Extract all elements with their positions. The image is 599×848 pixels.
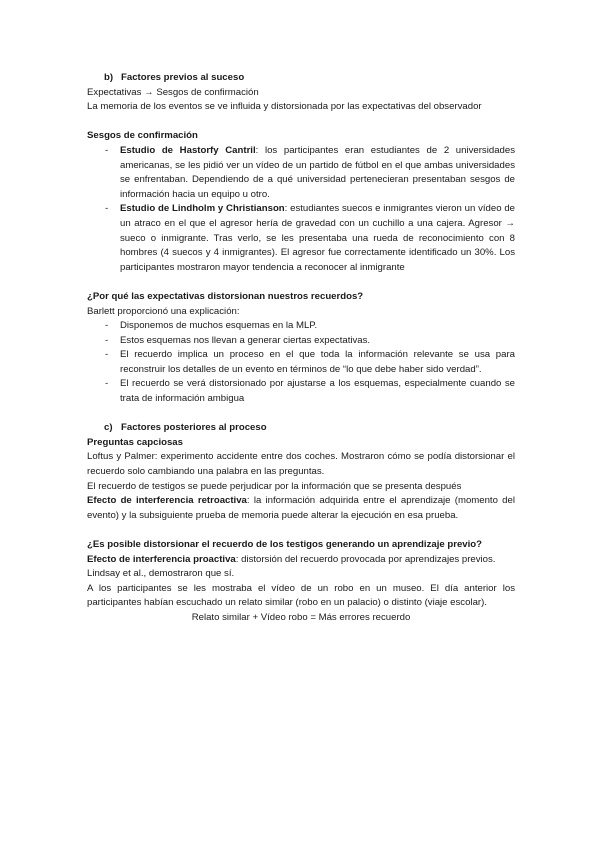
sesgos-heading: Sesgos de confirmación — [87, 130, 198, 142]
section-c-heading — [87, 421, 515, 436]
retroactiva-text: : la información adquirida entre el aprendizaje (momento del evento) y la subsiguiente prueba de memoria puede alterar la ejecución en esa prueba. — [87, 495, 515, 521]
testigos-line: El recuerdo de testigos se puede perjudicar por la información que se presenta después — [87, 480, 462, 492]
sesgos-item-lindholm-title: Estudio de Lindholm y Christianson — [120, 203, 285, 215]
retroactiva-paragraph — [87, 494, 515, 523]
porque-item: - El recuerdo se verá distorsionado por ajustarse a los esquemas, especialmente cuando se trata de información ambigua — [105, 378, 515, 405]
porque-item: - Disponemos de muchos esquemas en la MLP. — [105, 320, 318, 332]
sesgos-item-hastorf: - Estudio de Hastorfy Cantril: los participantes eran estudiantes de 2 universidades americanas, se les pidió ver un vídeo de un partido de fútbol en el que ambas universidades se enfrentaban. Dependiendo de a qué universidad pertenecieran presentaban sesgos de información hacia un equipo u otro. — [105, 144, 516, 200]
retroactiva-term: Efecto de interferencia retroactiva — [87, 495, 247, 507]
formula-line: Relato similar + Vídeo robo = Más errores recuerdo — [191, 611, 411, 623]
memoria-line: La memoria de los eventos se ve influida y distorsionada por las expectativas del observador — [87, 101, 482, 113]
porque-item-text: Estos esquemas nos llevan a generar ciertas expectativas. — [120, 334, 371, 346]
porque-item-text: El recuerdo implica un proceso en el que toda la información relevante se usa para reconstruir los detalles de un evento en términos de “lo que debe haber sido verdad”. — [120, 349, 515, 375]
sesgos-item-hastorf-text: : los participantes eran estudiantes de 2 universidades americanas, se les pidió ver un vídeo de un partido de fútbol en el que ambas universidades se enfrentaban. Dependiendo de a qué universidad pertenecieran presentaban sesgos de información hacia un equipo u otro. — [120, 144, 516, 200]
loftus-paragraph: Loftus y Palmer: experimento accidente entre dos coches. Mostraron cómo se podía distorsionar el recuerdo solo cambiando una palabra en las preguntas. — [87, 451, 515, 478]
posible-heading: ¿Es posible distorsionar el recuerdo de los testigos generando un aprendizaje previo? — [87, 539, 483, 550]
preguntas-heading: Preguntas capciosas — [87, 436, 183, 448]
porque-item-text: El recuerdo se verá distorsionado por ajustarse a los esquemas, especialmente cuando se trata de información ambigua — [120, 378, 515, 405]
expectativas-line: Expectativas → Sesgos de confirmación — [87, 86, 259, 98]
porque-item: - El recuerdo implica un proceso en el que toda la información relevante se usa para reconstruir los detalles de un evento en términos de “lo que debe haber sido verdad”. — [105, 349, 515, 375]
document-page — [87, 71, 515, 626]
section-c-label: c) — [104, 422, 113, 434]
porque-intro: Barlett proporcionó una explicación: — [87, 305, 240, 317]
proactiva-term: Efecto de interferencia proactiva — [87, 553, 236, 565]
proactiva-line — [87, 553, 515, 568]
lindsay-line: Lindsay et al., demostraron que sí. — [87, 568, 235, 580]
section-b-heading — [87, 71, 515, 86]
porque-item-text: Disponemos de muchos esquemas en la MLP. — [120, 320, 318, 332]
sesgos-item-lindholm-text: : estudiantes suecos e inmigrantes vieron un vídeo de un atraco en el que el agresor hería de gravedad con un cuchillo a una cajera. Agresor → sueco o inmigrante. Tras verlo, se les presentaba una rueda de reconocimiento con 8 hombres (4 suecos y 4 inmigrantes). El agresor fue correctamente identificado un 30%. Los participantes mostraron mayor tendencia a reconocer al inmigrante — [120, 203, 515, 273]
porque-heading: ¿Por qué las expectativas distorsionan nuestros recuerdos? — [87, 290, 364, 302]
sesgos-item-lindholm: - Estudio de Lindholm y Christianson: estudiantes suecos e inmigrantes vieron un vídeo de un atraco en el que el agresor hería de gravedad con un cuchillo a una cajera. Agresor → sueco o inmigrante. Tras verlo, se les presentaba una rueda de reconocimiento con 8 hombres (4 suecos y 4 inmigrantes). El agresor fue correctamente identificado un 30%. Los participantes mostraron mayor tendencia a reconocer al inmigrante — [105, 203, 515, 273]
porque-item: - Estos esquemas nos llevan a generar ciertas expectativas. — [105, 334, 371, 346]
proactiva-text: : distorsión del recuerdo provocada por aprendizajes previos. — [235, 553, 496, 565]
sesgos-item-hastorf-title: Estudio de Hastorfy Cantril — [120, 144, 256, 156]
section-b-title: Factores previos al suceso — [121, 72, 245, 83]
section-b-label: b) — [104, 72, 114, 83]
museo-paragraph: A los participantes se les mostraba el vídeo de un robo en un museo. El día anterior los participantes habían escuchado un relato similar (robo en un palacio) o distinto (viaje escolar). — [87, 582, 515, 609]
section-c-title: Factores posteriores al proceso — [121, 422, 267, 434]
